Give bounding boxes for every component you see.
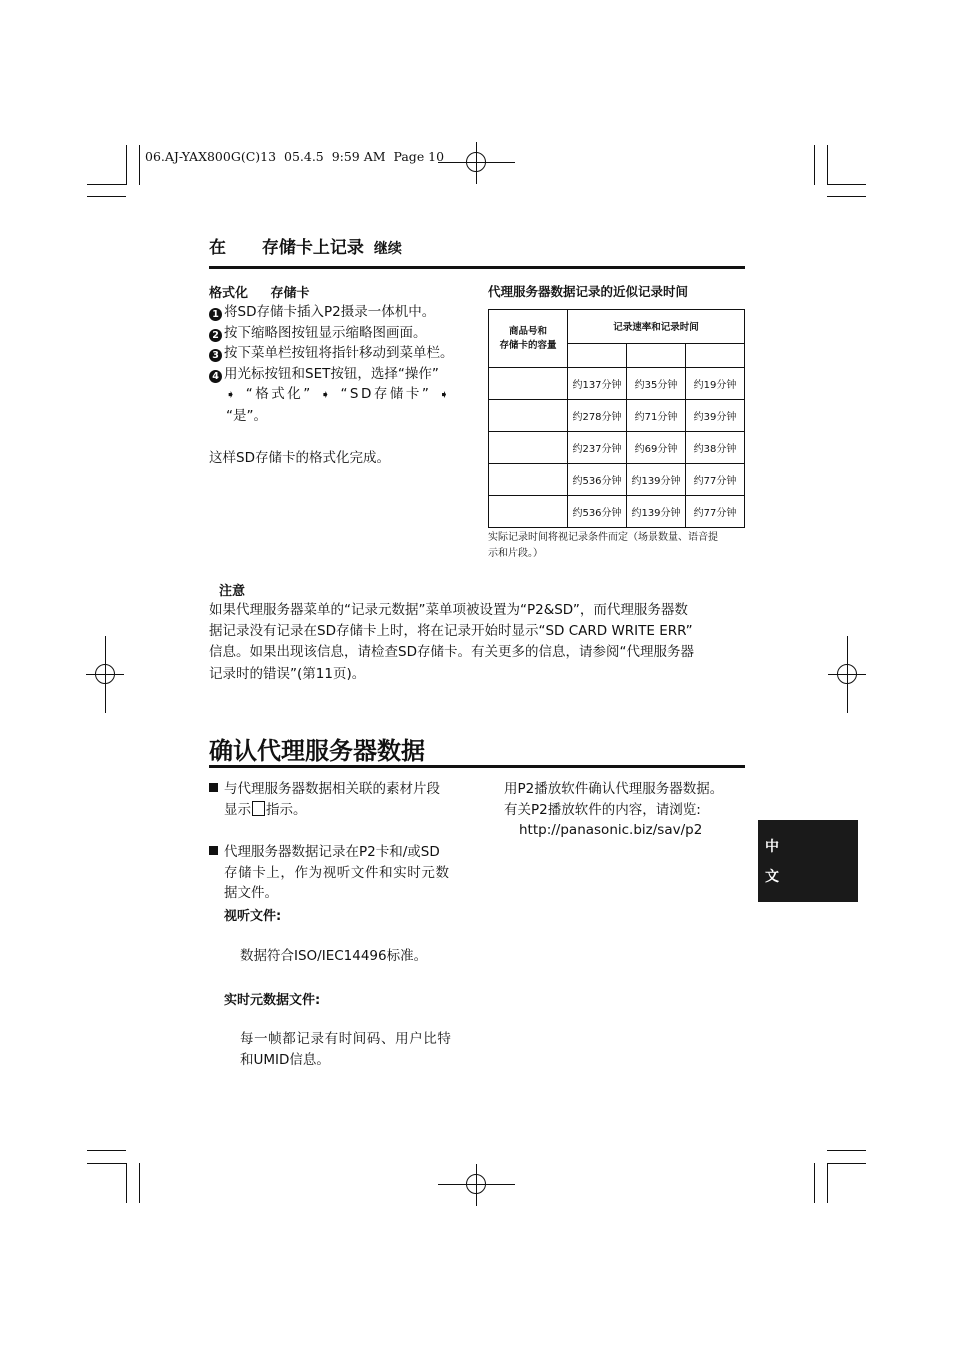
notice-line: 据记录没有记录在SD存储卡上时，将在记录开始时显示“SD CARD WRITE ERR” (209, 623, 693, 640)
section-title (209, 233, 402, 258)
corner-header-line: 存储卡的容量 (499, 339, 557, 351)
table-note-line: 示和片段。） (488, 548, 543, 559)
print-slug: 06.AJ-YAX800G(C)13 05.4.5 9:59 AM Page 10 (145, 149, 445, 164)
table-cell: 约278分钟 (568, 400, 627, 432)
bullet-text: 存储卡上，作为视听文件和实时元数 (224, 864, 450, 881)
table-row (489, 368, 745, 400)
notice-line: 如果代理服务器菜单的“记录元数据”菜单项被设置为“P2&SD”，而代理服务器数 (209, 602, 688, 618)
table-cell: 约137分钟 (568, 368, 627, 400)
table-cell: 约77分钟 (686, 464, 745, 496)
language-tab-char: 中 (765, 839, 779, 855)
step-number: 1 (209, 308, 222, 321)
rate-subheader (568, 343, 627, 367)
rt-file-text (240, 1029, 452, 1070)
table-cell: 约237分钟 (568, 432, 627, 464)
row-label (489, 464, 568, 496)
section-title-continued: 继续 (373, 241, 402, 257)
format-steps (209, 302, 469, 426)
table-row (489, 496, 745, 528)
step-item (209, 302, 469, 323)
bullet-item (209, 779, 471, 800)
spacer (209, 820, 471, 842)
row-label (489, 400, 568, 432)
section2-rule (209, 765, 745, 768)
format-done-text: 这样SD存储卡的格式化完成。 (209, 450, 390, 466)
step-text: 用光标按钮和SET按钮，选择“操作” (224, 365, 439, 382)
table-row (489, 432, 745, 464)
section-title-main: 存储卡上记录 (261, 238, 364, 258)
arrow-right-icon: ➧ (226, 388, 238, 401)
menu-path-format: “格式化” (245, 386, 313, 402)
row-label (489, 496, 568, 528)
table-row (489, 400, 745, 432)
language-tab-char: 文 (765, 869, 779, 885)
bullet-text: 显示 (224, 801, 251, 818)
step-text: 将SD存储卡插入P2摄录一体机中。 (224, 304, 436, 320)
arrow-right-icon: ➧ (320, 388, 333, 401)
av-file-label: 视听文件: (224, 909, 282, 924)
menu-path-sd-card: “SD存储卡” (340, 386, 432, 402)
table-cell: 约536分钟 (568, 464, 627, 496)
table-cell: 约69分钟 (627, 432, 686, 464)
corner-header-line: 商品号和 (508, 325, 547, 337)
step-item (209, 343, 469, 364)
step-number: 3 (209, 349, 222, 362)
table-cell: 约38分钟 (686, 432, 745, 464)
playback-line: 有关P2播放软件的内容，请浏览: (504, 801, 701, 818)
playback-info (504, 779, 754, 841)
proxy-indicator-icon (252, 801, 265, 816)
step-number: 4 (209, 370, 222, 383)
format-heading-a: 格式化 (209, 286, 249, 301)
recording-time-table (488, 309, 745, 528)
table-cell: 约139分钟 (627, 464, 686, 496)
language-tab (758, 820, 858, 902)
section2-title: 确认代理服务器数据 (209, 737, 425, 765)
rt-file-line: 每一帧都记录有时间码、用户比特 (240, 1031, 452, 1047)
table-cell: 约71分钟 (627, 400, 686, 432)
step-item (209, 364, 469, 385)
step-continuation (209, 384, 469, 406)
bullet-text: 与代理服务器数据相关联的素材片段 (224, 781, 440, 797)
table-cell: 约39分钟 (686, 400, 745, 432)
step-number: 2 (209, 329, 222, 342)
table-cell: 约35分钟 (627, 368, 686, 400)
bullet-square-icon (209, 783, 218, 792)
table-row (489, 464, 745, 496)
playback-url: http://panasonic.biz/sav/p2 (519, 822, 703, 838)
bullet-item (209, 842, 471, 863)
rate-subheader (686, 343, 745, 367)
section-rule (209, 266, 745, 269)
table-note (488, 530, 748, 562)
step-item (209, 323, 469, 344)
row-label (489, 368, 568, 400)
bullet-list (209, 779, 471, 904)
table-header-row (489, 310, 745, 344)
menu-path-yes: “是”。 (226, 407, 267, 424)
rate-header: 记录速率和记录时间 (568, 310, 745, 344)
bullet-text: 指示。 (266, 801, 307, 818)
av-file-text: 数据符合ISO/IEC14496标准。 (240, 948, 428, 964)
format-heading (209, 282, 310, 301)
notice-label: 注意 (219, 584, 246, 599)
bullet-item-cont (209, 800, 471, 821)
rt-file-label: 实时元数据文件: (224, 993, 321, 1008)
notice-line: 信息。如果出现该信息，请检查SD存储卡。有关更多的信息，请参阅“代理服务器 (209, 644, 694, 661)
bullet-text: 据文件。 (224, 885, 278, 901)
bullet-item-cont (209, 883, 471, 904)
step-text: 按下菜单栏按钮将指针移动到菜单栏。 (224, 345, 454, 361)
section-title-prefix: 在 (209, 238, 226, 258)
table-cell: 约139分钟 (627, 496, 686, 528)
corner-header (489, 310, 568, 368)
arrow-right-icon: ➧ (439, 388, 452, 401)
bullet-item-cont (209, 863, 471, 884)
table-cell: 约19分钟 (686, 368, 745, 400)
bullet-square-icon (209, 846, 218, 855)
notice-text (209, 600, 749, 685)
step-continuation (209, 406, 469, 427)
rate-subheader (627, 343, 686, 367)
format-heading-b: 存储卡 (270, 286, 310, 301)
rt-file-line: 和UMID信息。 (240, 1051, 330, 1068)
table-cell: 约536分钟 (568, 496, 627, 528)
row-label (489, 432, 568, 464)
table-title: 代理服务器数据记录的近似记录时间 (488, 284, 689, 299)
playback-line: 用P2播放软件确认代理服务器数据。 (504, 781, 724, 797)
table-note-line: 实际记录时间将视记录条件而定（场景数量、语音提 (488, 532, 718, 543)
bullet-text: 代理服务器数据记录在P2卡和/或SD (224, 844, 440, 860)
step-text: 按下缩略图按钮显示缩略图画面。 (224, 324, 427, 341)
table-cell: 约77分钟 (686, 496, 745, 528)
notice-line: 记录时的错误”(第11页)。 (209, 665, 366, 682)
